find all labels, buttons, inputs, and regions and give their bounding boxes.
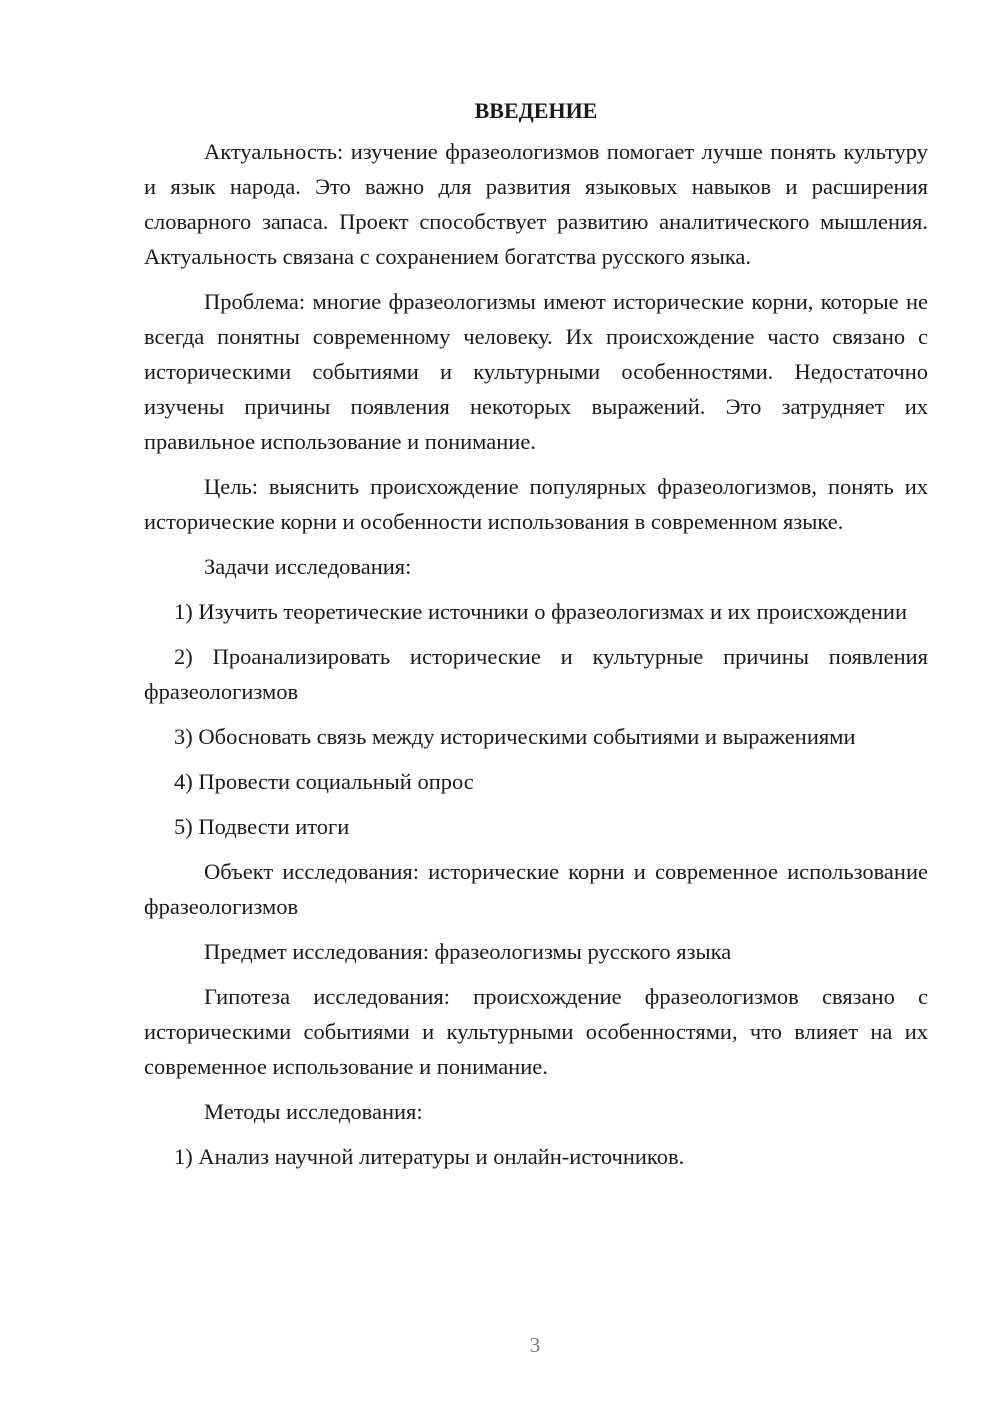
page-content — [144, 96, 928, 1184]
list-item-task-1: 1) Изучить теоретические источники о фразеологизмах и их происхождении — [174, 599, 908, 624]
paragraph-goal: Цель: выяснить происхождение популярных фразеологизмов, понять их исторические корни и особенности использования в современном языке. — [144, 474, 928, 534]
paragraph-hypothesis: Гипотеза исследования: происхождение фразеологизмов связано с историческими событиями и культурными особенностями, что влияет на их современное использование и понимание. — [144, 984, 928, 1079]
list-item-task-5: 5) Подвести итоги — [174, 814, 350, 839]
paragraph-subject: Предмет исследования: фразеологизмы русского языка — [204, 939, 732, 964]
list-item-task-3: 3) Обосновать связь между историческими событиями и выражениями — [174, 724, 856, 749]
list-item-method-1: 1) Анализ научной литературы и онлайн-источников. — [174, 1144, 685, 1169]
methods-heading: Методы исследования: — [204, 1099, 423, 1124]
paragraph-relevance: Актуальность: изучение фразеологизмов помогает лучше понять культуру и язык народа. Это важно для развития языковых навыков и расширения словарного запаса. Проект способствует развитию аналитического мышления. Актуальность связана с сохранением богатства русского языка. — [144, 139, 928, 269]
paragraph-problem: Проблема: многие фразеологизмы имеют исторические корни, которые не всегда понятны современному человеку. Их происхождение часто связано с историческими событиями и культурными особенностями. Недостаточно изучены причины появления некоторых выражений. Это затрудняет их правильное использование и понимание. — [144, 289, 928, 454]
page-number: 3 — [529, 1333, 541, 1357]
page-title: ВВЕДЕНИЕ — [474, 98, 598, 123]
tasks-list — [144, 594, 928, 844]
methods-list — [144, 1139, 928, 1174]
paragraph-object: Объект исследования: исторические корни и современное использование фразеологизмов — [144, 859, 928, 919]
list-item-task-4: 4) Провести социальный опрос — [174, 769, 474, 794]
list-item-task-2: 2) Проанализировать исторические и культурные причины появления фразеологизмов — [144, 644, 928, 704]
tasks-heading: Задачи исследования: — [204, 554, 412, 579]
